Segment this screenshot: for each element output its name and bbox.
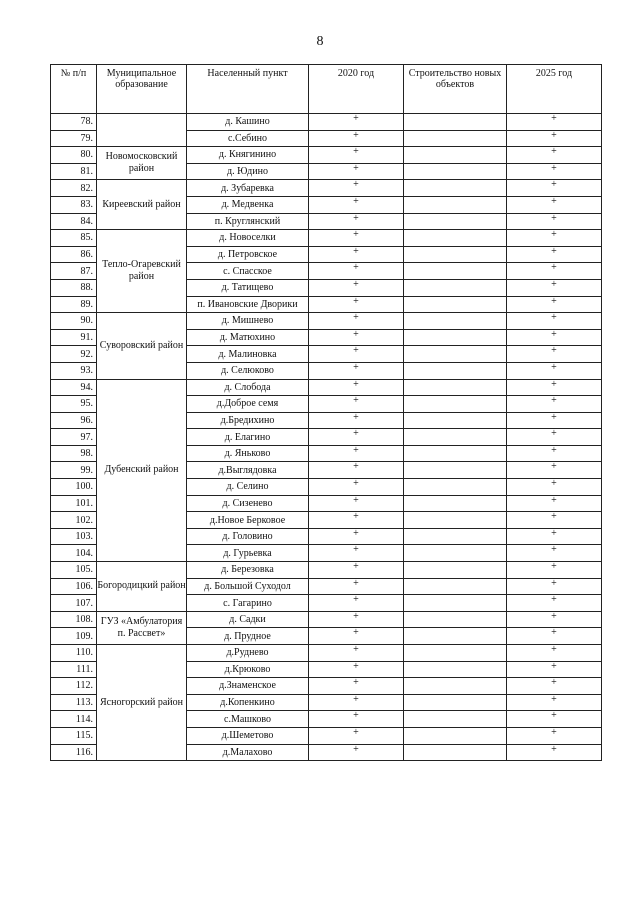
mark-2020: +: [309, 744, 404, 761]
new-objects-cell: [404, 147, 507, 164]
row-number: 107.: [51, 595, 97, 612]
mark-2020: +: [309, 462, 404, 479]
row-number: 109.: [51, 628, 97, 645]
new-objects-cell: [404, 379, 507, 396]
new-objects-cell: [404, 329, 507, 346]
row-number: 79.: [51, 130, 97, 147]
table-row: [51, 611, 602, 628]
new-objects-cell: [404, 578, 507, 595]
new-objects-cell: [404, 744, 507, 761]
row-number: 104.: [51, 545, 97, 562]
row-number: 111.: [51, 661, 97, 678]
row-number: 115.: [51, 727, 97, 744]
table-row: [51, 313, 602, 330]
settlement-cell: д. Елагино: [187, 429, 309, 446]
mark-2020: +: [309, 362, 404, 379]
mark-2025: +: [507, 645, 602, 662]
municipality-cell: Суворовский район: [97, 313, 187, 379]
settlement-cell: д.Новое Берковое: [187, 512, 309, 529]
settlement-cell: д. Кашино: [187, 114, 309, 131]
mark-2025: +: [507, 313, 602, 330]
mark-2025: +: [507, 462, 602, 479]
mark-2020: +: [309, 329, 404, 346]
header-2025: 2025 год: [507, 65, 602, 114]
mark-2020: +: [309, 595, 404, 612]
new-objects-cell: [404, 528, 507, 545]
mark-2020: +: [309, 147, 404, 164]
mark-2025: +: [507, 246, 602, 263]
row-number: 113.: [51, 694, 97, 711]
mark-2020: +: [309, 562, 404, 579]
new-objects-cell: [404, 163, 507, 180]
mark-2020: +: [309, 180, 404, 197]
mark-2025: +: [507, 230, 602, 247]
table-row: [51, 645, 602, 662]
mark-2025: +: [507, 346, 602, 363]
row-number: 81.: [51, 163, 97, 180]
table-row: [51, 147, 602, 164]
settlement-cell: д. Селино: [187, 479, 309, 496]
settlement-cell: д.Доброе семя: [187, 396, 309, 413]
new-objects-cell: [404, 595, 507, 612]
row-number: 82.: [51, 180, 97, 197]
mark-2020: +: [309, 727, 404, 744]
settlement-cell: д. Большой Суходол: [187, 578, 309, 595]
mark-2025: +: [507, 528, 602, 545]
row-number: 80.: [51, 147, 97, 164]
mark-2025: +: [507, 562, 602, 579]
new-objects-cell: [404, 678, 507, 695]
mark-2020: +: [309, 545, 404, 562]
row-number: 95.: [51, 396, 97, 413]
mark-2020: +: [309, 479, 404, 496]
new-objects-cell: [404, 495, 507, 512]
settlement-cell: д. Новоселки: [187, 230, 309, 247]
mark-2020: +: [309, 578, 404, 595]
settlement-cell: д. Зубаревка: [187, 180, 309, 197]
header-municipality: Муниципальное образование: [97, 65, 187, 114]
row-number: 96.: [51, 412, 97, 429]
header-num: № п/п: [51, 65, 97, 114]
new-objects-cell: [404, 230, 507, 247]
table-body: [51, 114, 602, 761]
mark-2020: +: [309, 130, 404, 147]
new-objects-cell: [404, 296, 507, 313]
mark-2020: +: [309, 196, 404, 213]
new-objects-cell: [404, 611, 507, 628]
mark-2020: +: [309, 528, 404, 545]
row-number: 103.: [51, 528, 97, 545]
row-number: 86.: [51, 246, 97, 263]
mark-2020: +: [309, 346, 404, 363]
mark-2020: +: [309, 495, 404, 512]
mark-2025: +: [507, 661, 602, 678]
municipality-cell: Тепло-Огаревский район: [97, 230, 187, 313]
municipality-cell: [97, 114, 187, 147]
settlement-cell: д. Прудное: [187, 628, 309, 645]
mark-2025: +: [507, 578, 602, 595]
row-number: 89.: [51, 296, 97, 313]
new-objects-cell: [404, 562, 507, 579]
mark-2025: +: [507, 595, 602, 612]
settlement-cell: д. Медвенка: [187, 196, 309, 213]
settlement-cell: д.Малахово: [187, 744, 309, 761]
settlement-cell: д. Матюхино: [187, 329, 309, 346]
mark-2020: +: [309, 279, 404, 296]
settlement-cell: д. Татищево: [187, 279, 309, 296]
mark-2020: +: [309, 163, 404, 180]
municipality-cell: Киреевский район: [97, 180, 187, 230]
row-number: 93.: [51, 362, 97, 379]
mark-2025: +: [507, 628, 602, 645]
row-number: 83.: [51, 196, 97, 213]
new-objects-cell: [404, 429, 507, 446]
row-number: 112.: [51, 678, 97, 695]
settlement-cell: д. Юдино: [187, 163, 309, 180]
row-number: 91.: [51, 329, 97, 346]
mark-2025: +: [507, 445, 602, 462]
mark-2025: +: [507, 196, 602, 213]
settlement-cell: д. Гурьевка: [187, 545, 309, 562]
new-objects-cell: [404, 362, 507, 379]
new-objects-cell: [404, 645, 507, 662]
mark-2025: +: [507, 114, 602, 131]
mark-2025: +: [507, 412, 602, 429]
mark-2025: +: [507, 694, 602, 711]
mark-2020: +: [309, 628, 404, 645]
mark-2025: +: [507, 329, 602, 346]
settlement-cell: д. Мишнево: [187, 313, 309, 330]
mark-2025: +: [507, 727, 602, 744]
settlement-cell: д.Выглядовка: [187, 462, 309, 479]
table-row: [51, 180, 602, 197]
mark-2025: +: [507, 163, 602, 180]
settlement-cell: д.Шеметово: [187, 727, 309, 744]
mark-2025: +: [507, 263, 602, 280]
mark-2020: +: [309, 711, 404, 728]
settlement-cell: д. Петровское: [187, 246, 309, 263]
row-number: 101.: [51, 495, 97, 512]
mark-2025: +: [507, 611, 602, 628]
mark-2020: +: [309, 213, 404, 230]
new-objects-cell: [404, 727, 507, 744]
settlement-cell: д. Селюково: [187, 362, 309, 379]
mark-2025: +: [507, 396, 602, 413]
row-number: 106.: [51, 578, 97, 595]
mark-2020: +: [309, 379, 404, 396]
municipality-cell: Новомосковский район: [97, 147, 187, 180]
row-number: 94.: [51, 379, 97, 396]
mark-2020: +: [309, 114, 404, 131]
mark-2020: +: [309, 412, 404, 429]
mark-2020: +: [309, 396, 404, 413]
table-row: [51, 562, 602, 579]
header-new-objects: Строительство новых объектов: [404, 65, 507, 114]
mark-2025: +: [507, 744, 602, 761]
mark-2025: +: [507, 213, 602, 230]
new-objects-cell: [404, 462, 507, 479]
mark-2025: +: [507, 429, 602, 446]
page-number: 8: [316, 34, 324, 49]
settlement-cell: д.Знаменское: [187, 678, 309, 695]
header-2020: 2020 год: [309, 65, 404, 114]
mark-2020: +: [309, 611, 404, 628]
settlement-cell: д. Сизенево: [187, 495, 309, 512]
row-number: 87.: [51, 263, 97, 280]
mark-2020: +: [309, 230, 404, 247]
settlement-cell: д.Копенкино: [187, 694, 309, 711]
mark-2025: +: [507, 711, 602, 728]
row-number: 102.: [51, 512, 97, 529]
mark-2025: +: [507, 130, 602, 147]
settlement-cell: с.Себино: [187, 130, 309, 147]
row-number: 108.: [51, 611, 97, 628]
row-number: 92.: [51, 346, 97, 363]
settlement-cell: д. Малиновка: [187, 346, 309, 363]
mark-2020: +: [309, 661, 404, 678]
mark-2025: +: [507, 379, 602, 396]
row-number: 116.: [51, 744, 97, 761]
row-number: 105.: [51, 562, 97, 579]
mark-2020: +: [309, 246, 404, 263]
row-number: 84.: [51, 213, 97, 230]
settlement-cell: д.Руднево: [187, 645, 309, 662]
new-objects-cell: [404, 694, 507, 711]
mark-2025: +: [507, 362, 602, 379]
mark-2020: +: [309, 678, 404, 695]
new-objects-cell: [404, 512, 507, 529]
settlement-cell: с.Машково: [187, 711, 309, 728]
row-number: 100.: [51, 479, 97, 496]
mark-2025: +: [507, 479, 602, 496]
mark-2020: +: [309, 263, 404, 280]
settlement-cell: п. Круглянский: [187, 213, 309, 230]
table-row: [51, 114, 602, 131]
row-number: 97.: [51, 429, 97, 446]
row-number: 90.: [51, 313, 97, 330]
settlement-cell: д.Крюково: [187, 661, 309, 678]
table-header-row: [51, 65, 602, 114]
mark-2020: +: [309, 645, 404, 662]
new-objects-cell: [404, 396, 507, 413]
mark-2025: +: [507, 279, 602, 296]
row-number: 99.: [51, 462, 97, 479]
mark-2020: +: [309, 313, 404, 330]
new-objects-cell: [404, 213, 507, 230]
row-number: 110.: [51, 645, 97, 662]
row-number: 88.: [51, 279, 97, 296]
row-number: 114.: [51, 711, 97, 728]
mark-2025: +: [507, 545, 602, 562]
municipality-cell: Дубенский район: [97, 379, 187, 562]
new-objects-cell: [404, 180, 507, 197]
header-settlement: Населенный пункт: [187, 65, 309, 114]
settlement-cell: д. Слобода: [187, 379, 309, 396]
new-objects-cell: [404, 279, 507, 296]
settlement-cell: с. Гагарино: [187, 595, 309, 612]
municipality-cell: ГУЗ «Амбулатория п. Рассвет»: [97, 611, 187, 644]
mark-2025: +: [507, 147, 602, 164]
settlement-cell: д. Княгинино: [187, 147, 309, 164]
table-row: [51, 230, 602, 247]
settlement-cell: п. Ивановские Дворики: [187, 296, 309, 313]
settlement-cell: д. Головино: [187, 528, 309, 545]
new-objects-cell: [404, 313, 507, 330]
new-objects-cell: [404, 130, 507, 147]
settlement-cell: д.Бредихино: [187, 412, 309, 429]
mark-2025: +: [507, 296, 602, 313]
new-objects-cell: [404, 263, 507, 280]
new-objects-cell: [404, 545, 507, 562]
new-objects-cell: [404, 479, 507, 496]
mark-2020: +: [309, 429, 404, 446]
new-objects-cell: [404, 628, 507, 645]
settlements-table: [50, 64, 602, 761]
new-objects-cell: [404, 412, 507, 429]
mark-2025: +: [507, 495, 602, 512]
new-objects-cell: [404, 661, 507, 678]
settlement-cell: д. Яньково: [187, 445, 309, 462]
new-objects-cell: [404, 246, 507, 263]
new-objects-cell: [404, 445, 507, 462]
mark-2025: +: [507, 180, 602, 197]
settlement-cell: д. Садки: [187, 611, 309, 628]
row-number: 85.: [51, 230, 97, 247]
mark-2025: +: [507, 512, 602, 529]
mark-2020: +: [309, 445, 404, 462]
new-objects-cell: [404, 114, 507, 131]
new-objects-cell: [404, 346, 507, 363]
new-objects-cell: [404, 711, 507, 728]
mark-2020: +: [309, 694, 404, 711]
municipality-cell: Богородицкий район: [97, 562, 187, 612]
settlement-cell: д. Березовка: [187, 562, 309, 579]
mark-2025: +: [507, 678, 602, 695]
mark-2020: +: [309, 512, 404, 529]
mark-2020: +: [309, 296, 404, 313]
row-number: 98.: [51, 445, 97, 462]
row-number: 78.: [51, 114, 97, 131]
municipality-cell: Ясногорский район: [97, 645, 187, 761]
table-row: [51, 379, 602, 396]
settlement-cell: с. Спасское: [187, 263, 309, 280]
new-objects-cell: [404, 196, 507, 213]
